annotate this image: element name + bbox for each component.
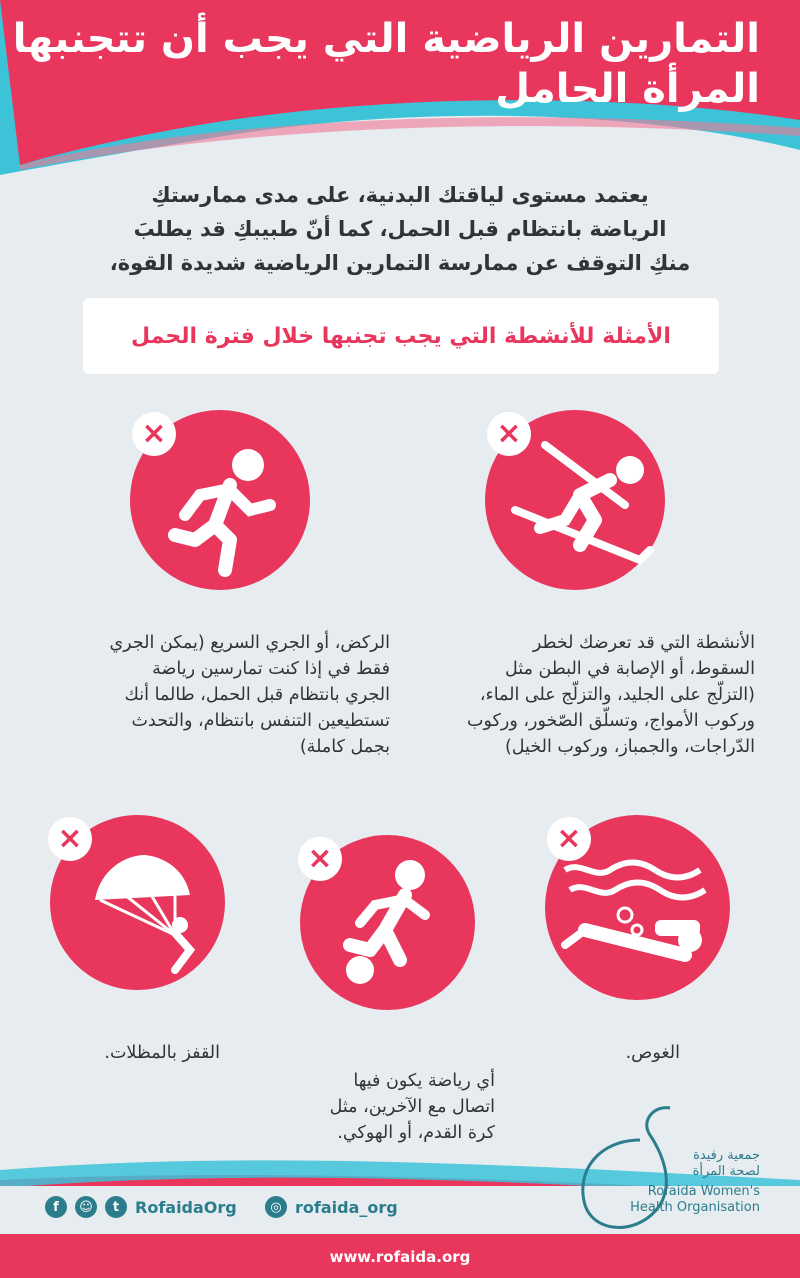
text-line: أي رياضة يكون فيها (353, 1071, 495, 1091)
facebook-icon[interactable]: f (45, 1196, 67, 1218)
website-link[interactable]: www.rofaida.org (329, 1248, 471, 1266)
text-line: لصحة المرأة (692, 1164, 760, 1179)
brand-name-english (630, 1184, 760, 1216)
prohibited-x-icon: × (132, 412, 176, 456)
skiing-description (415, 630, 755, 760)
text-line: تستطيعين التنفس بانتظام، والتحدث (131, 711, 390, 731)
diving-circle (545, 815, 730, 1000)
title-line-1: التمارين الرياضية التي يجب أن تتجنبها (12, 16, 760, 62)
text-line: الدّراجات، والجمباز، وركوب الخيل) (504, 737, 755, 757)
text-line: وركوب الأمواج، وتسلّق الصّخور، وركوب (467, 711, 755, 731)
instagram-handle[interactable]: rofaida_org (295, 1197, 398, 1217)
social-handle[interactable]: RofaidaOrg (135, 1197, 237, 1217)
diving-description (560, 1040, 680, 1066)
text-line: الركض، أو الجري السريع (يمكن الجري (109, 633, 390, 653)
text-line: السقوط، أو الإصابة في البطن مثل (505, 659, 755, 679)
prohibited-x-icon: × (298, 837, 342, 881)
text-line: الأنشطة التي قد تعرضك لخطر (532, 633, 755, 653)
prohibited-x-icon: × (487, 412, 531, 456)
prohibited-x-icon: × (48, 817, 92, 861)
running-description (60, 630, 390, 760)
intro-line-3: منكِ التوقف عن ممارسة التمارين الرياضية شديدة القوة، (109, 251, 691, 275)
section-subtitle: الأمثلة للأنشطة التي يجب تجنبها خلال فترة الحمل (131, 323, 671, 349)
text-line: كرة القدم، أو الهوكي. (337, 1123, 495, 1143)
text-line: الجري بانتظام قبل الحمل، طالما أنك (124, 685, 390, 705)
instagram-icon[interactable]: ◎ (265, 1196, 287, 1218)
twitter-icon[interactable]: t (105, 1196, 127, 1218)
contact-sport-description (295, 1068, 495, 1146)
running-circle (130, 410, 310, 590)
snapchat-icon[interactable]: ☺ (75, 1196, 97, 1218)
brand-name-arabic (693, 1148, 760, 1180)
text-line: Health Organisation (630, 1200, 760, 1215)
intro-line-2: الرياضة بانتظام قبل الحمل، كما أنّ طبيبكِ قد يطلبَ (133, 217, 667, 241)
prohibited-x-icon: × (547, 817, 591, 861)
text-line: Rofaida Women's (647, 1184, 760, 1199)
text-line: القفز بالمظلات. (104, 1043, 220, 1063)
social-links-right (265, 1196, 398, 1218)
text-line: بجمل كاملة) (299, 737, 390, 757)
text-line: الغوص. (625, 1043, 680, 1063)
intro-line-1: يعتمد مستوى لياقتك البدنية، على مدى ممارستكِ (151, 183, 649, 207)
parachute-description (60, 1040, 220, 1066)
parachute-circle (50, 815, 225, 990)
skiing-circle (485, 410, 665, 590)
text-line: اتصال مع الآخرين، مثل (329, 1097, 495, 1117)
text-line: (التزلّج على الجليد، والتزلّج على الماء، (479, 685, 755, 705)
intro-paragraph (70, 178, 730, 280)
text-line: فقط في إذا كنت تمارسين رياضة (152, 659, 390, 679)
social-links-left (45, 1196, 237, 1218)
text-line: جمعية رفيدة (693, 1148, 760, 1163)
page-title (13, 14, 760, 114)
contact-sport-circle (300, 835, 475, 1010)
title-line-2: المرأة الحامل (495, 66, 760, 112)
section-subtitle-box (83, 298, 719, 374)
